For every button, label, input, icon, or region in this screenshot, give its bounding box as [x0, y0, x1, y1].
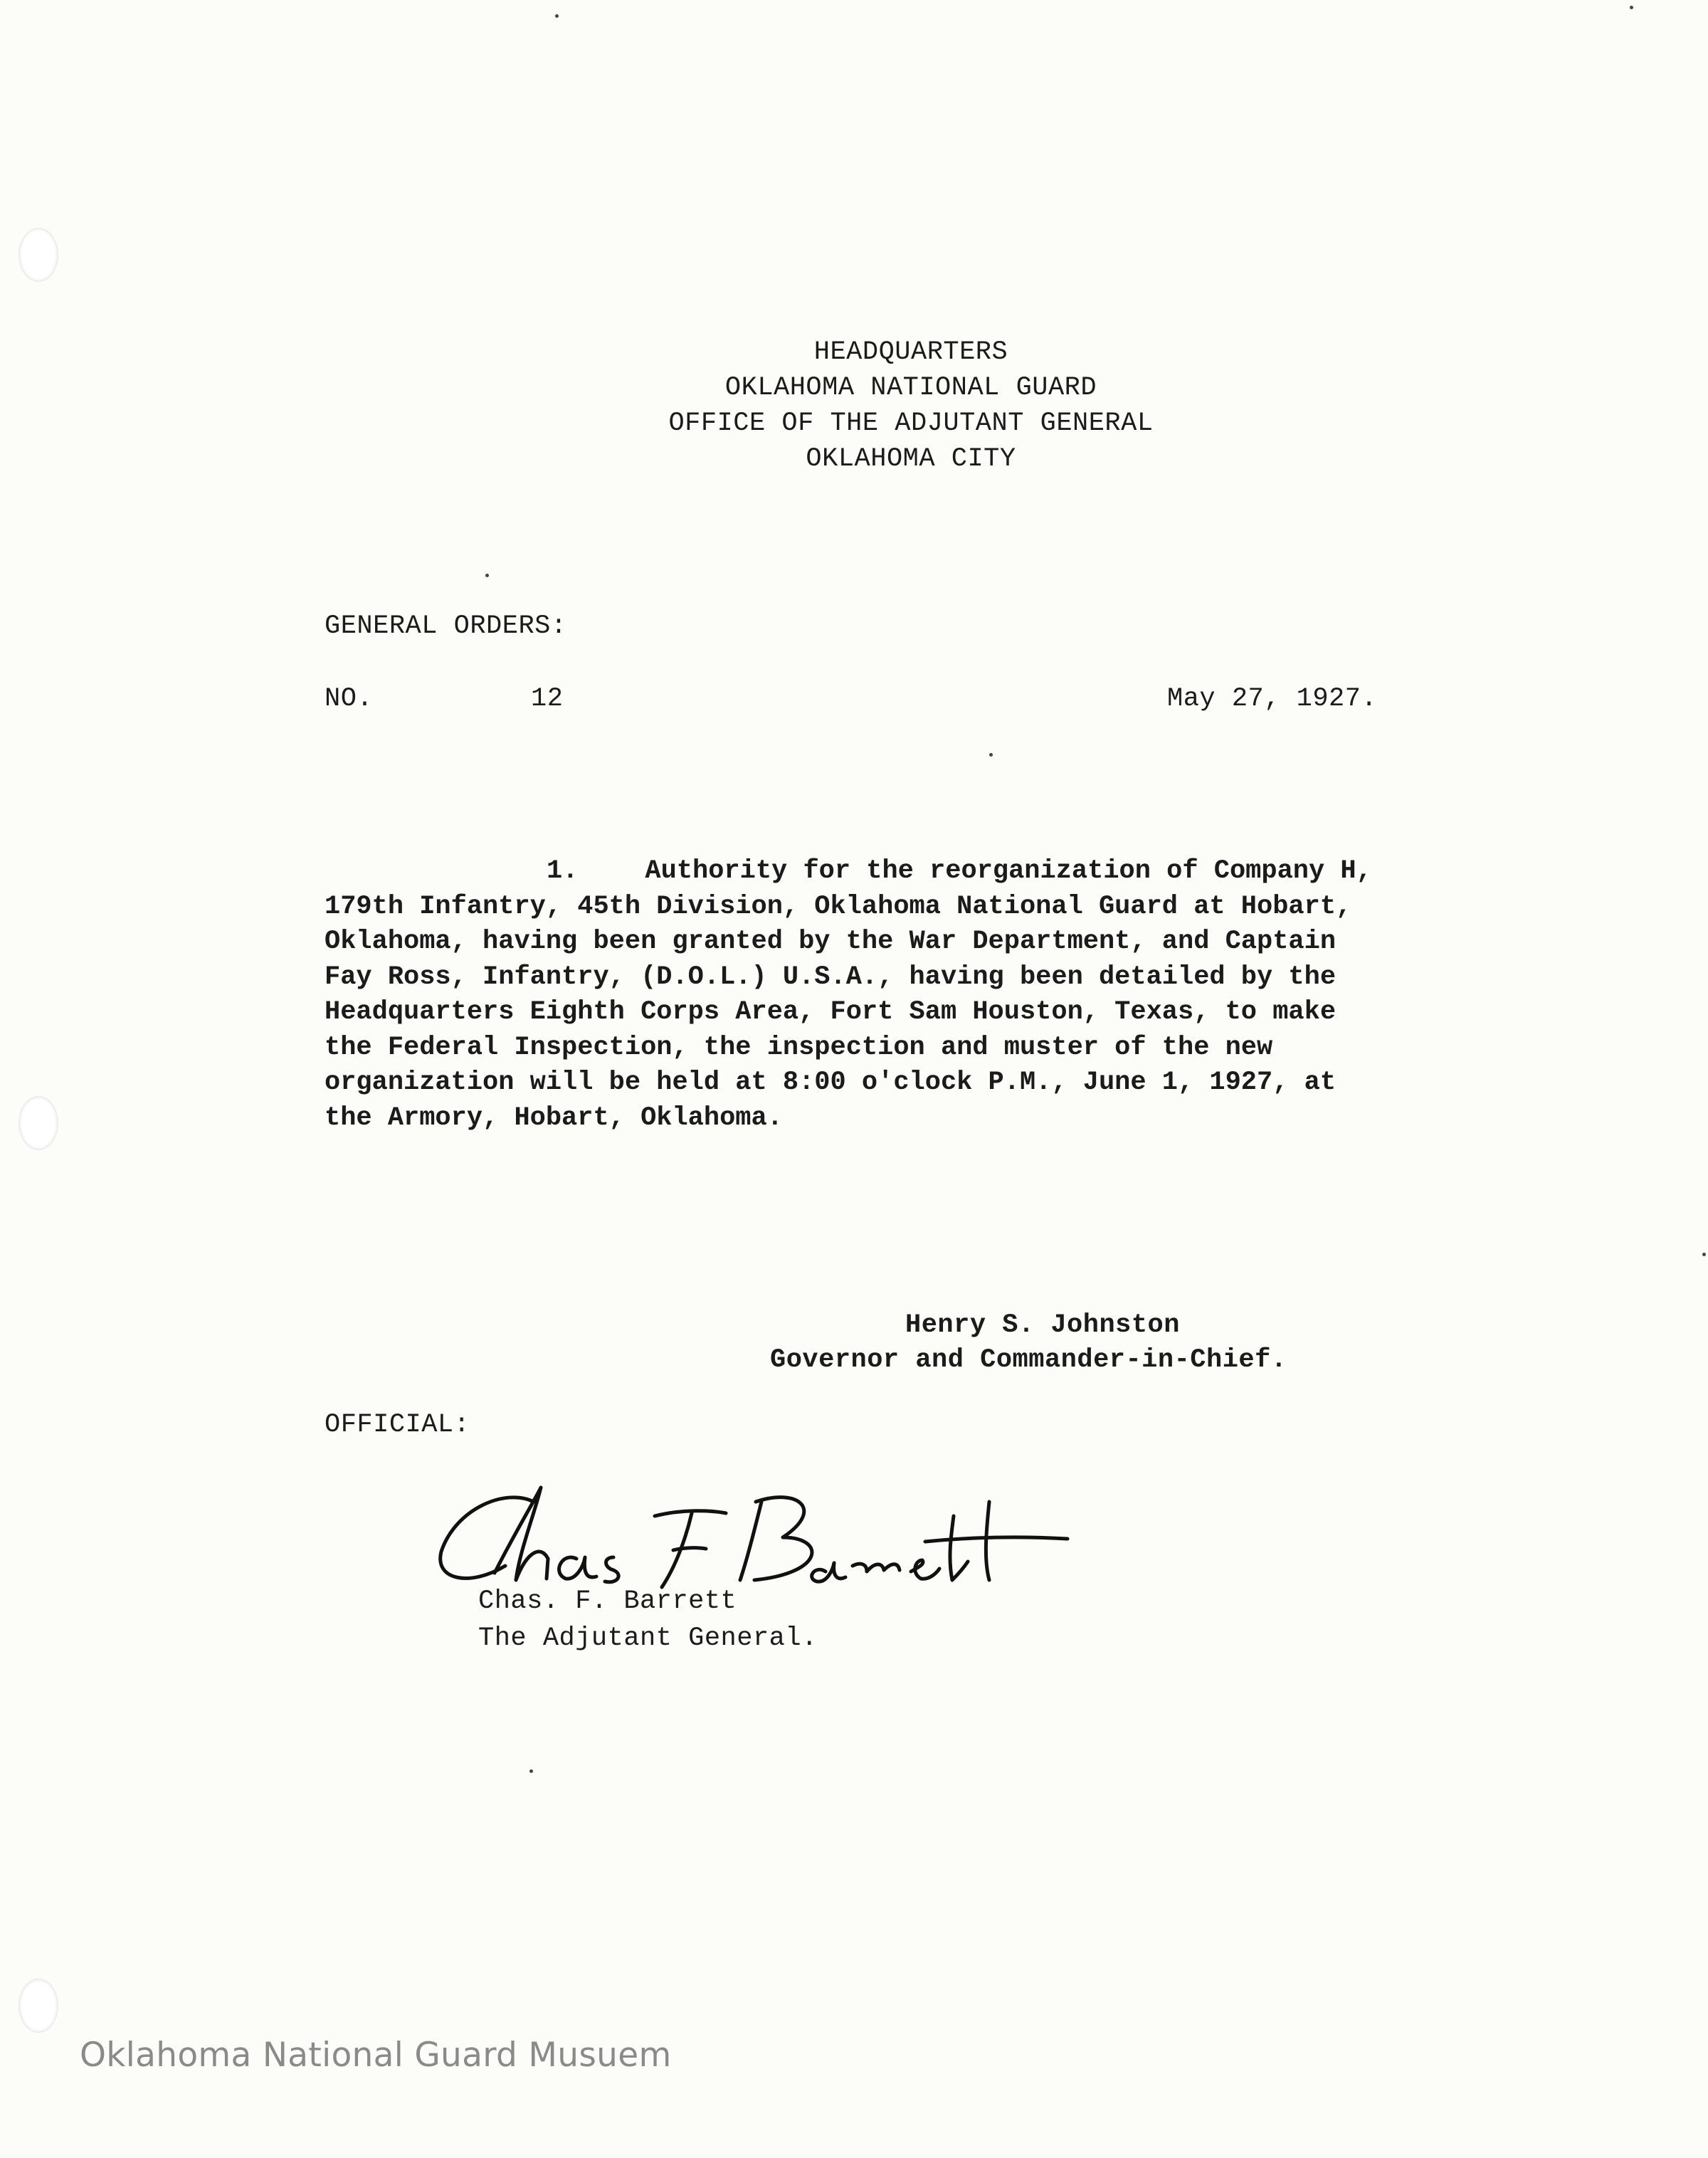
header-line-4: OKLAHOMA CITY: [806, 444, 1016, 474]
letterhead: [0, 335, 1708, 477]
order-number-label: NO.: [325, 684, 374, 714]
paragraph-line-8: the Armory, Hobart, Oklahoma.: [325, 1102, 783, 1133]
punch-hole: [19, 228, 58, 282]
adjutant-title: The Adjutant General.: [478, 1623, 818, 1653]
paragraph-number: 1.: [547, 856, 579, 886]
punch-hole: [19, 1979, 58, 2033]
paragraph-line-2: 179th Infantry, 45th Division, Oklahoma National Guard at Hobart,: [325, 891, 1352, 922]
header-line-1: HEADQUARTERS: [813, 337, 1008, 367]
paragraph-line-7: organization will be held at 8:00 o'clock P.M., June 1, 1927, at: [325, 1068, 1337, 1098]
governor-name: Henry S. Johnston: [905, 1310, 1180, 1340]
order-paragraph: [325, 854, 1435, 1136]
paragraph-line-5: Headquarters Eighth Corps Area, Fort Sam Houston, Texas, to make: [325, 997, 1337, 1027]
general-orders-label: GENERAL ORDERS:: [325, 611, 567, 641]
header-line-3: OFFICE OF THE ADJUTANT GENERAL: [668, 409, 1154, 438]
paragraph-line-4: Fay Ross, Infantry, (D.O.L.) U.S.A., having been detailed by the: [325, 962, 1337, 992]
adjutant-name: Chas. F. Barrett: [478, 1586, 737, 1616]
governor-title: Governor and Commander-in-Chief.: [770, 1345, 1287, 1375]
official-label: OFFICIAL:: [325, 1410, 470, 1440]
order-number: 12: [531, 684, 564, 714]
paragraph-line-1: 1. Authority for the reorganization of Company H,: [547, 856, 1372, 886]
punch-hole: [19, 1096, 58, 1150]
handwritten-signature: [427, 1473, 1082, 1601]
header-line-2: OKLAHOMA NATIONAL GUARD: [724, 373, 1097, 403]
museum-watermark: Oklahoma National Guard Musuem: [80, 2036, 672, 2075]
order-date: May 27, 1927.: [1167, 684, 1378, 714]
paragraph-line-3: Oklahoma, having been granted by the War Department, and Captain: [325, 927, 1337, 957]
paragraph-line-6: the Federal Inspection, the inspection and muster of the new: [325, 1032, 1273, 1063]
